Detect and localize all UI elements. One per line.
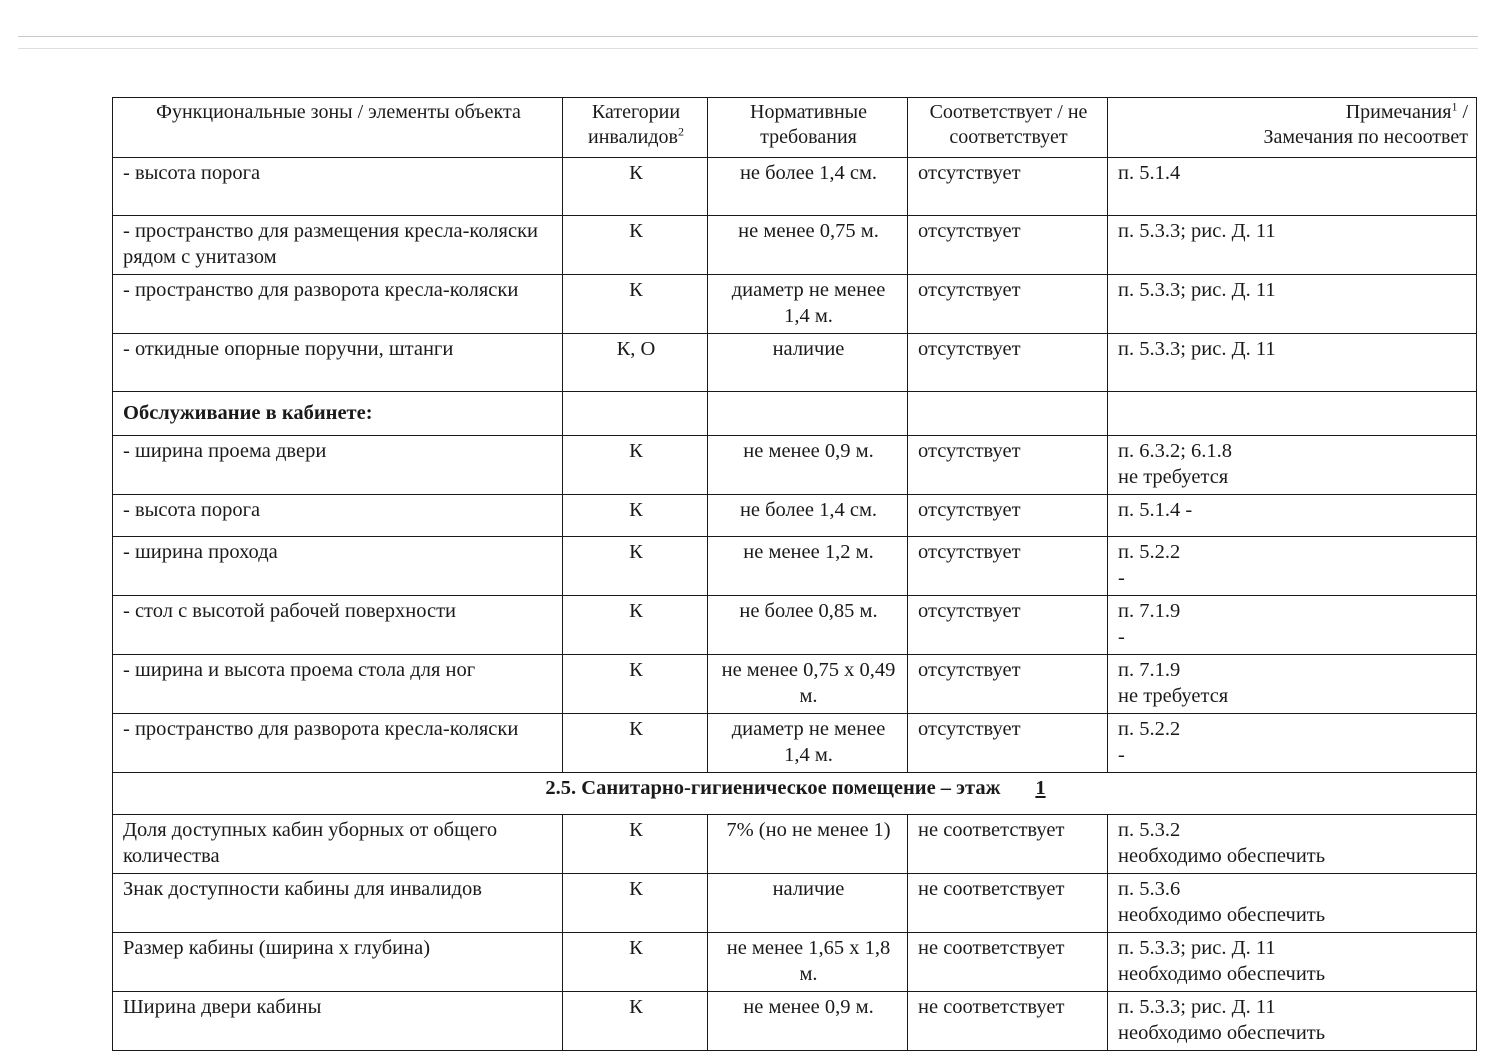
table-header-row — [113, 98, 1477, 158]
compliance-cell: не соответствует — [908, 992, 1108, 1051]
section-heading — [113, 773, 1477, 815]
zone-cell: Размер кабины (ширина х глубина) — [113, 933, 563, 992]
table-row — [113, 714, 1477, 773]
note-cell — [1108, 874, 1477, 933]
section-floor: 1 — [1035, 777, 1046, 799]
note-cell — [1108, 815, 1477, 874]
category-cell: К — [563, 158, 708, 216]
note-line-2: необходимо обеспечить — [1118, 845, 1326, 867]
header-categories — [563, 98, 708, 158]
note-line-1: п. 5.3.3; рис. Д. 11 — [1118, 996, 1276, 1018]
requirement-cell: не более 1,4 см. — [708, 158, 908, 216]
note-cell: п. 5.3.3; рис. Д. 11 — [1108, 216, 1477, 275]
compliance-cell: отсутствует — [908, 275, 1108, 334]
zone-cell: - высота порога — [113, 495, 563, 537]
zone-cell: Знак доступности кабины для инвалидов — [113, 874, 563, 933]
note-cell: п. 5.3.3; рис. Д. 11 — [1108, 334, 1477, 392]
compliance-cell: отсутствует — [908, 436, 1108, 495]
compliance-cell: отсутствует — [908, 596, 1108, 655]
compliance-cell: отсутствует — [908, 714, 1108, 773]
zone-cell: - стол с высотой рабочей поверхности — [113, 596, 563, 655]
note-line-1: п. 5.3.2 — [1118, 819, 1181, 841]
note-line-1: п. 6.3.2; 6.1.8 — [1118, 440, 1233, 462]
header-notes-top — [1118, 100, 1468, 125]
note-line-2: необходимо обеспечить — [1118, 1022, 1326, 1044]
note-cell: п. 5.1.4 — [1108, 158, 1477, 216]
requirement-cell: не менее 0,9 м. — [708, 436, 908, 495]
note-line-1: п. 7.1.9 — [1118, 659, 1181, 681]
zone-cell: - ширина и высота проема стола для ног — [113, 655, 563, 714]
requirement-cell: 7% (но не менее 1) — [708, 815, 908, 874]
note-line-1: п. 5.1.4 - — [1118, 499, 1193, 521]
compliance-cell: отсутствует — [908, 334, 1108, 392]
compliance-cell: отсутствует — [908, 537, 1108, 596]
table-row — [113, 933, 1477, 992]
compliance-cell: не соответствует — [908, 815, 1108, 874]
table-row — [113, 275, 1477, 334]
requirement-cell: наличие — [708, 334, 908, 392]
compliance-cell: отсутствует — [908, 495, 1108, 537]
table-row — [113, 216, 1477, 275]
zone-cell: Доля доступных кабин уборных от общего количества — [113, 815, 563, 874]
compliance-cell: отсутствует — [908, 655, 1108, 714]
note-line-2: не требуется — [1118, 685, 1229, 707]
header-notes-text: Примечания — [1345, 101, 1452, 123]
compliance-cell: не соответствует — [908, 874, 1108, 933]
table-row — [113, 495, 1477, 537]
zone-cell: - пространство для разворота кресла-коляски — [113, 275, 563, 334]
category-cell: К — [563, 874, 708, 933]
requirement-cell: наличие — [708, 874, 908, 933]
note-cell — [1108, 933, 1477, 992]
section-title: 2.5. Санитарно-гигиеническое помещение – этаж — [545, 777, 1001, 799]
note-cell — [1108, 537, 1477, 596]
note-cell — [1108, 596, 1477, 655]
empty-cell — [563, 392, 708, 436]
table-row — [113, 537, 1477, 596]
note-line-1: п. 5.3.3; рис. Д. 11 — [1118, 937, 1276, 959]
header-notes-slash: / — [1457, 101, 1468, 123]
requirement-cell: не менее 0,9 м. — [708, 992, 908, 1051]
header-categories-text: Категории инвалидов — [588, 101, 681, 148]
category-cell: К — [563, 275, 708, 334]
note-line-1: п. 7.1.9 — [1118, 600, 1181, 622]
header-notes — [1108, 98, 1477, 158]
requirement-cell: не менее 1,65 х 1,8 м. — [708, 933, 908, 992]
note-line-2: - — [1118, 744, 1125, 766]
empty-cell — [908, 392, 1108, 436]
note-line-2: необходимо обеспечить — [1118, 904, 1326, 926]
note-line-1: п. 5.3.6 — [1118, 878, 1181, 900]
note-cell — [1108, 714, 1477, 773]
table-row-cabinet-heading — [113, 392, 1477, 436]
category-cell: К — [563, 992, 708, 1051]
category-cell: К — [563, 436, 708, 495]
compliance-cell: отсутствует — [908, 158, 1108, 216]
requirement-cell: не более 0,85 м. — [708, 596, 908, 655]
table-row-section-heading — [113, 773, 1477, 815]
zone-cell: - ширина проема двери — [113, 436, 563, 495]
requirement-cell: диаметр не менее 1,4 м. — [708, 714, 908, 773]
note-cell: п. 5.3.3; рис. Д. 11 — [1108, 275, 1477, 334]
requirement-cell: диаметр не менее 1,4 м. — [708, 275, 908, 334]
accessibility-table — [112, 97, 1477, 1051]
category-cell: К — [563, 714, 708, 773]
table-row — [113, 596, 1477, 655]
cabinet-heading: Обслуживание в кабинете: — [113, 392, 563, 436]
header-requirements: Нормативные требования — [708, 98, 908, 158]
zone-cell: - откидные опорные поручни, штанги — [113, 334, 563, 392]
empty-cell — [708, 392, 908, 436]
category-cell: К — [563, 655, 708, 714]
requirement-cell: не более 1,4 см. — [708, 495, 908, 537]
category-cell: К — [563, 933, 708, 992]
table-row — [113, 334, 1477, 392]
compliance-cell: отсутствует — [908, 216, 1108, 275]
requirement-cell: не менее 1,2 м. — [708, 537, 908, 596]
note-line-2: необходимо обеспечить — [1118, 963, 1326, 985]
note-cell — [1108, 495, 1477, 537]
note-line-1: п. 5.2.2 — [1118, 541, 1181, 563]
table-row — [113, 992, 1477, 1051]
category-cell: К — [563, 596, 708, 655]
header-compliance: Соответствует / не соответствует — [908, 98, 1108, 158]
category-cell: К — [563, 216, 708, 275]
note-line-2: - — [1118, 626, 1125, 648]
category-cell: К — [563, 537, 708, 596]
note-cell — [1108, 436, 1477, 495]
zone-cell: - ширина прохода — [113, 537, 563, 596]
header-categories-sup: 2 — [677, 124, 684, 139]
zone-cell: Ширина двери кабины — [113, 992, 563, 1051]
table-row — [113, 436, 1477, 495]
header-notes-sup: 1 — [1451, 99, 1458, 114]
header-zones: Функциональные зоны / элементы объекта — [113, 98, 563, 158]
scan-top-rule-secondary — [18, 48, 1478, 49]
compliance-cell: не соответствует — [908, 933, 1108, 992]
table-row — [113, 655, 1477, 714]
empty-cell — [1108, 392, 1477, 436]
zone-cell: - высота порога — [113, 158, 563, 216]
note-line-2: - — [1118, 567, 1125, 589]
scan-top-rule — [18, 36, 1478, 37]
zone-cell: - пространство для размещения кресла-коляски рядом с унитазом — [113, 216, 563, 275]
table-row — [113, 874, 1477, 933]
note-cell — [1108, 992, 1477, 1051]
header-notes-bottom: Замечания по несоответ — [1263, 126, 1468, 148]
category-cell: К — [563, 495, 708, 537]
note-line-2: не требуется — [1118, 466, 1229, 488]
note-line-1: п. 5.2.2 — [1118, 718, 1181, 740]
category-cell: К, О — [563, 334, 708, 392]
zone-cell: - пространство для разворота кресла-коляски — [113, 714, 563, 773]
requirement-cell: не менее 0,75 х 0,49 м. — [708, 655, 908, 714]
note-cell — [1108, 655, 1477, 714]
category-cell: К — [563, 815, 708, 874]
table-row — [113, 158, 1477, 216]
table-row — [113, 815, 1477, 874]
requirement-cell: не менее 0,75 м. — [708, 216, 908, 275]
